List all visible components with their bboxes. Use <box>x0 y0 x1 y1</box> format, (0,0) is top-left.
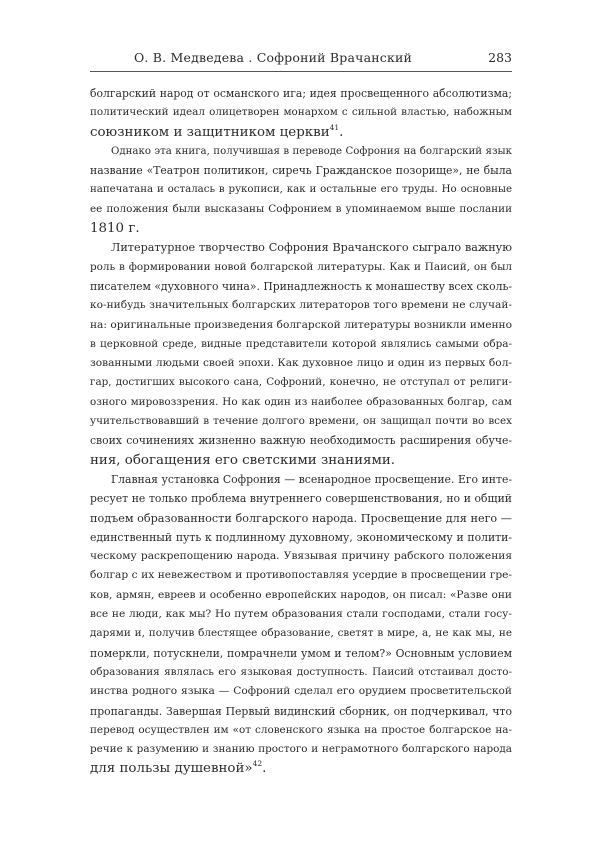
text-line: гар, достигших высокого сана, Софроний, конечно, не отступал от религи- <box>90 376 512 389</box>
text-line: ков, армян, евреев и особенно европейских народов, он писал: «Разве они <box>90 588 512 601</box>
text-line: Главная установка Софрония — всенародное просвещение. Его инте- <box>111 472 512 486</box>
text-line: перевод осуществлен им «от словенского языка на простое болгарское на- <box>90 723 512 736</box>
text-line: напечатана и осталась в рукописи, как и остальные его труды. Но основные <box>90 184 512 196</box>
text-line: роль в формировании новой болгарской литературы. Как и Паисий, он был <box>90 260 512 273</box>
text-line: своих сочинениях жизненно важную необходимость расширения обуче- <box>90 434 512 448</box>
text-line: учительствовавший в течение долгого времени, он защищал почти во всех <box>90 415 512 428</box>
text-line: инства родного языка — Софроний сделал его орудием просветительской <box>90 685 512 698</box>
text-fragment: . <box>339 124 344 140</box>
text-line: озного мировоззрения. Но как один из наиболее образованных болгар, сам <box>90 395 512 408</box>
text-line: болгар с их невежеством и противопоставляя усердие в просвещении гре- <box>90 569 512 582</box>
text-line: в церковной среде, видные представители которой являлись самыми обра- <box>90 337 512 350</box>
text-line: ко-нибудь значительных болгарских литераторов того времени не случай- <box>90 299 512 312</box>
text-line <box>90 759 512 778</box>
paragraph-2 <box>90 142 512 238</box>
text-fragment: . <box>262 761 267 777</box>
paragraph-3 <box>90 238 512 470</box>
paragraph-4 <box>90 470 512 779</box>
page-number: 283 <box>488 50 512 65</box>
header-rule <box>90 71 512 72</box>
text-line: ческому раскрепощению народа. Увязывая причину рабского положения <box>90 550 512 563</box>
text-line: ния, обогащения его светскими знаниями. <box>90 452 396 468</box>
text-line: речие к разумению и знанию простого и неграмотного болгарского народа <box>90 743 512 756</box>
text-line: померкли, потускнели, помрачнели умом и телом?» Основным условием <box>90 646 512 660</box>
running-title: О. В. Медведева . Софроний Врачанский <box>133 50 413 65</box>
running-header <box>90 44 512 72</box>
text-line: пропаганды. Завершая Первый видинский сборник, он подчеркивал, что <box>90 704 512 718</box>
text-line: ее положения были высказаны Софронием в упоминаемом выше послании <box>90 202 512 215</box>
text-line: Литературное творчество Софрония Врачанского сыграло важную <box>111 241 512 255</box>
text-line: болгарский народ от османского ига; идея просвещенного абсолютизма; <box>90 87 512 100</box>
text-line: подъем образованности болгарского народа. Просвещение для него — <box>90 511 512 525</box>
text-line <box>90 123 512 142</box>
footnote-ref-42[interactable]: 42 <box>252 759 263 769</box>
text-line: политический идеал олицетворен монархом с сильной властью, набожным <box>90 106 512 119</box>
text-line: 1810 г. <box>90 221 140 237</box>
text-line: ресует не только проблема внутреннего совершенствования, но и общий <box>90 492 512 506</box>
text-line: образования являлась его языковая доступность. Паисий отстаивал досто- <box>90 665 512 678</box>
text-line: на: оригинальные произведения болгарской литературы возникли именно <box>90 318 512 331</box>
text-fragment: для пользы душевной» <box>90 761 253 777</box>
text-fragment: союзником и защитником церкви <box>90 124 330 140</box>
paragraph-1 <box>90 84 512 142</box>
text-line: писателем «духовного чина». Принадлежность к монашеству всех сколь- <box>90 279 513 293</box>
text-line: Однако эта книга, получившая в переводе Софрония на болгарский язык <box>111 145 512 157</box>
text-line: зованными людьми своей эпохи. Как духовное лицо и один из первых бол- <box>90 357 512 370</box>
text-line: дарями и, получив блестящее образование, светят в мире, а, не как мы, не <box>90 627 512 640</box>
footnote-ref-41[interactable]: 41 <box>329 122 340 132</box>
text-line: название «Театрон политикон, сиречь Гражданское позорище», не была <box>90 164 512 178</box>
text-line: единственный путь к подлинному духовному, экономическому и полити- <box>90 530 512 544</box>
body-text <box>90 84 512 779</box>
text-line: все не люди, как мы? Но путем образования стали господами, стали госу- <box>90 608 512 621</box>
